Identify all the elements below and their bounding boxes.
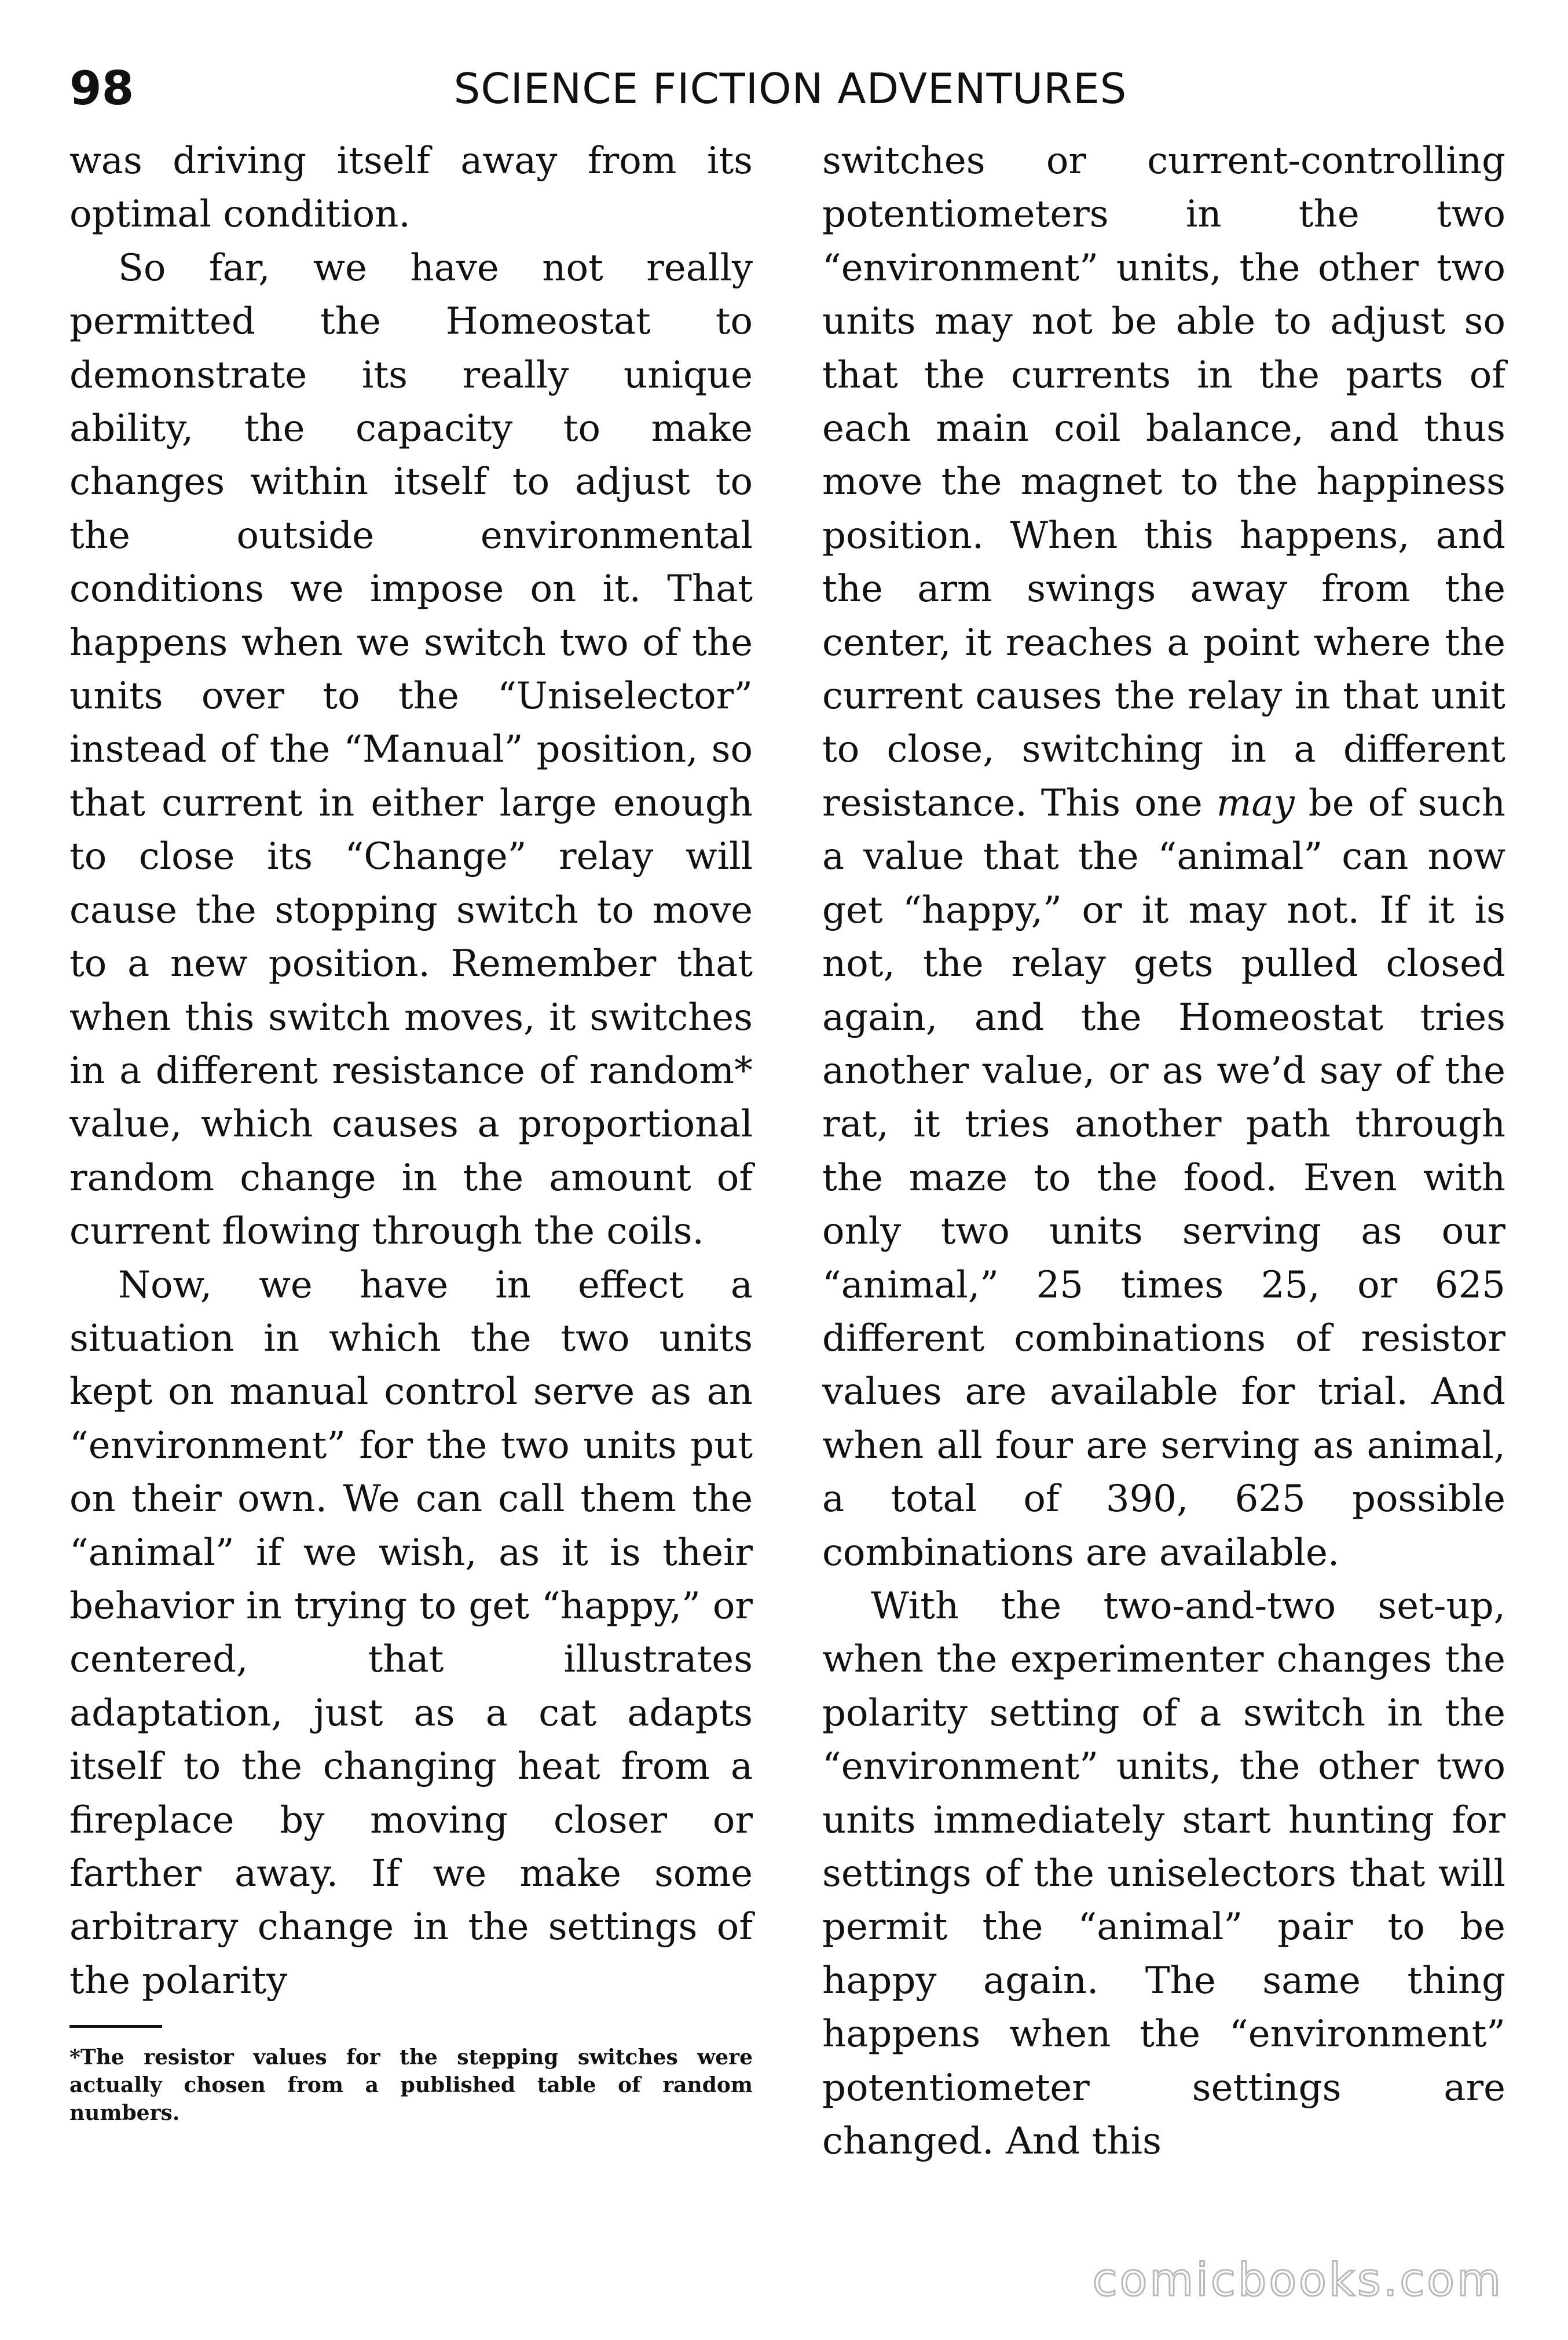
left-column <box>69 134 753 2008</box>
watermark: comicbooks.com <box>1092 2254 1503 2306</box>
paragraph-text-part: be of such a value that the “animal” can now get “happy,” or it may not. If it is not, the relay gets pulled closed again, and the Homeostat tries another value, or as we’d say of the rat, it tries another path through the maze to the food. Even with only two units serving as our “animal,” 25 times 25, or 625 different combinations of resistor values are available for trial. And when all four are serving as animal, a total of 390, 625 possible combinations are available. <box>822 781 1505 1574</box>
page-header <box>69 57 1511 120</box>
page-number: 98 <box>69 61 134 115</box>
emphasized-word: may <box>1216 781 1295 825</box>
paragraph-homeostat-ability: So far, we have not really permitted the Homeostat to demonstrate its really unique ability, the capacity to make changes within itself to adjust to the outside environmental conditions we impose on it. That happens when we switch two of the units over to the “Uniselector” instead of the “Manual” position, so that current in either large enough to close its “Change” relay will cause the stopping switch to move to a new position. Remember that when this switch moves, it switches in a different resistance of random* value, which causes a proportional random change in the amount of current flowing through the coils. <box>69 246 753 1253</box>
paragraph-continued: was driving itself away from its optimal condition. <box>69 140 753 236</box>
paragraph-environment-animal: Now, we have in effect a situation in which the two units kept on manual control serve as an “environment” for the two units put on their own. We can call them the “animal” if we wish, as it is their behavior in trying to get “happy,” or centered, that illustrates adaptation, just as a cat adapts itself to the changing heat from a fireplace by moving closer or farther away. If we make some arbitrary change in the settings of the polarity <box>69 1263 753 2002</box>
paragraph-two-and-two-setup: With the two-and-two set-up, when the experimenter changes the polarity setting of a switch in the “environment” units, the other two units immediately start hunting for settings of the uniselectors that will permit the “animal” pair to be happy again. The same thing happens when the “environment” potentiometer settings are changed. And this <box>822 1584 1505 2163</box>
running-title: SCIENCE FICTION ADVENTURES <box>453 64 1127 113</box>
footnote-rule <box>69 2025 162 2028</box>
footnote: *The resistor values for the stepping switches were actually chosen from a published table of random numbers. <box>69 2045 753 2125</box>
paragraph-text-part: switches or current-controlling potentiometers in the two “environment” units, the other two units may not be able to adjust so that the currents in the parts of each main coil balance, and thus move the magnet to the happiness position. When this happens, and the arm swings away from the center, it reaches a point where the current causes the relay in that unit to close, switching in a different resistance. This one <box>822 140 1505 825</box>
paragraph-polarity-switches <box>822 134 1505 1580</box>
right-column <box>822 134 1505 2168</box>
